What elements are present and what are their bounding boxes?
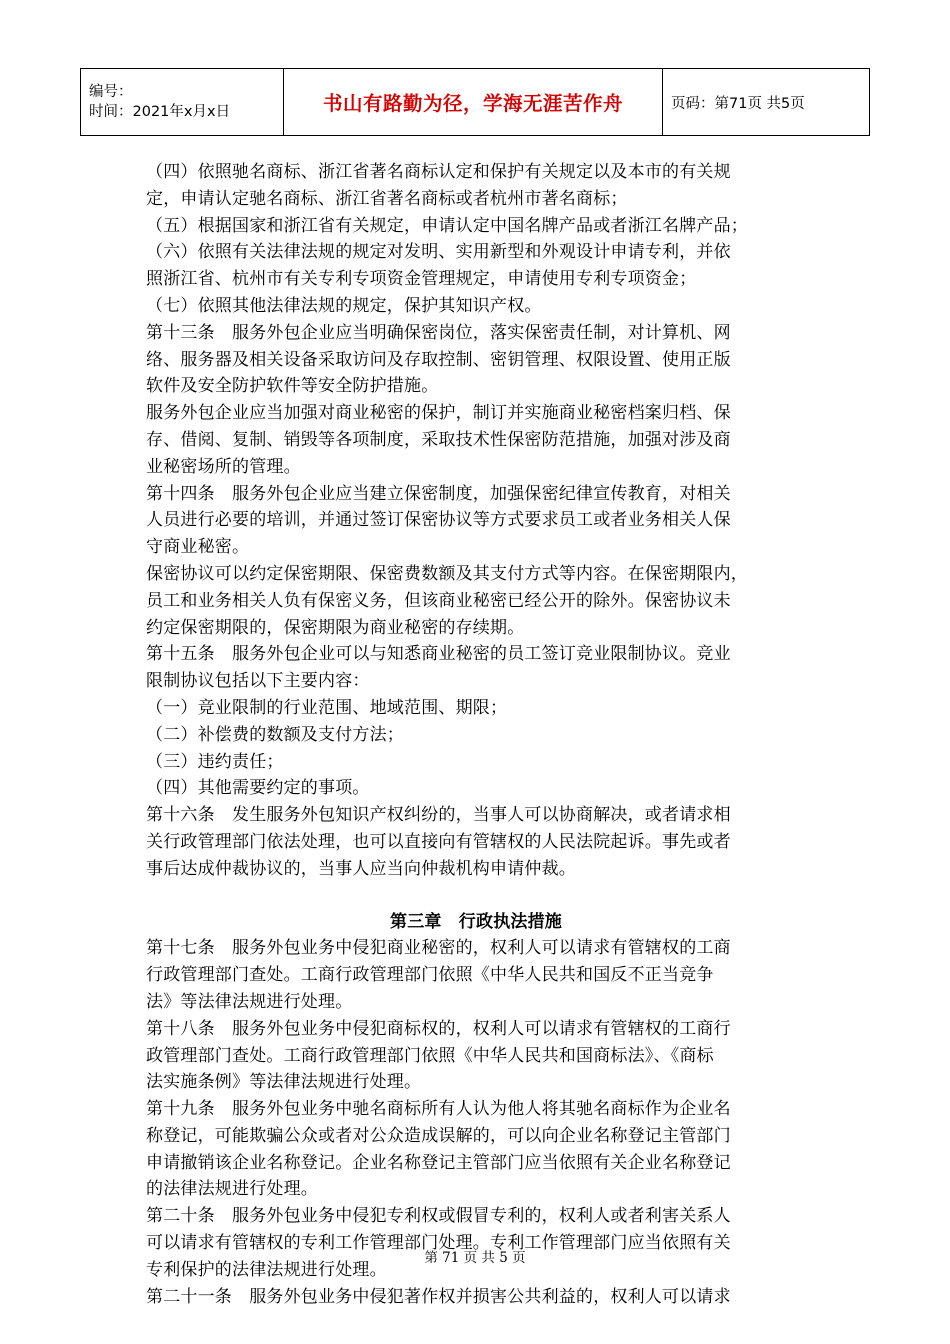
text-line: 人员进行必要的培训，并通过签订保密协议等方式要求员工或者业务相关人保 [146,510,731,531]
text-line: （一）竞业限制的行业范围、地域范围、期限； [146,697,508,718]
document-date-label: 时间：2021年x月x日 [89,104,231,120]
text-line: 可以请求有管辖权的专利工作管理部门处理。专利工作管理部门应当依照有关 [146,1233,731,1254]
text-line: 第十九条 服务外包业务中驰名商标所有人认为他人将其驰名商标作为企业名 [146,1099,731,1120]
text-line: （七）依照其他法律法规的规定，保护其知识产权。 [146,295,542,316]
text-line: 定，申请认定驰名商标、浙江省著名商标或者杭州市著名商标； [146,188,628,209]
page-footer: 第 71 页 共 5 页 [424,1250,526,1266]
text-line: （二）补偿费的数额及支付方法； [146,724,404,745]
header-motto: 书山有路勤为径，学海无涯苦作舟 [284,69,663,136]
text-line: 申请撤销该企业名称登记。企业名称登记主管部门应当依照有关企业名称登记 [146,1152,731,1173]
text-line: 软件及安全防护软件等安全防护措施。 [146,376,439,397]
text-line: （五）根据国家和浙江省有关规定，申请认定中国名牌产品或者浙江名牌产品； [146,215,748,236]
text-line: 第二十条 服务外包业务中侵犯专利权或假冒专利的，权利人或者利害关系人 [146,1206,731,1227]
text-line: 称登记，可能欺骗公众或者对公众造成误解的，可以向企业名称登记主管部门 [146,1125,731,1146]
chapter-title: 第三章 行政执法措施 [390,911,562,932]
text-line: 照浙江省、杭州市有关专利专项资金管理规定，申请使用专利专项资金； [146,269,697,290]
text-line: （三）违约责任； [146,751,284,772]
text-line: 关行政管理部门依法处理，也可以直接向有管辖权的人民法院起诉。事先或者 [146,831,731,852]
page-header [80,68,870,136]
text-line: 的法律法规进行处理。 [146,1179,318,1200]
text-line: 第二十一条 服务外包业务中侵犯著作权并损害公共利益的，权利人可以请求 [146,1286,731,1307]
text-line: 第十三条 服务外包企业应当明确保密岗位，落实保密责任制，对计算机、网 [146,322,731,343]
text-line: 第十五条 服务外包企业可以与知悉商业秘密的员工签订竞业限制协议。竞业 [146,644,731,665]
text-line: 法实施条例》等法律法规进行处理。 [146,1072,422,1093]
text-line: 络、服务器及相关设备采取访问及存取控制、密钥管理、权限设置、使用正版 [146,349,731,370]
text-line: 业秘密场所的管理。 [146,456,301,477]
text-line: 限制协议包括以下主要内容： [146,671,370,692]
text-line: 第十六条 发生服务外包知识产权纠纷的，当事人可以协商解决，或者请求相 [146,805,731,826]
text-line: 保密协议可以约定保密期限、保密费数额及其支付方式等内容。在保密期限内， [146,563,748,584]
text-line: 行政管理部门查处。工商行政管理部门依照《中华人民共和国反不正当竞争 [146,965,714,986]
header-meta [81,69,284,136]
text-line: 约定保密期限的，保密期限为商业秘密的存续期。 [146,617,525,638]
text-line: 第十七条 服务外包业务中侵犯商业秘密的，权利人可以请求有管辖权的工商 [146,938,731,959]
text-line: 事后达成仲裁协议的，当事人应当向仲裁机构申请仲裁。 [146,858,576,879]
text-line: （四）其他需要约定的事项。 [146,778,370,799]
text-line: 存、借阅、复制、销毁等各项制度，采取技术性保密防范措施，加强对涉及商 [146,429,731,450]
body-lines [146,159,806,883]
text-line: （六）依照有关法律法规的规定对发明、实用新型和外观设计申请专利，并依 [146,242,731,263]
document-number-label: 编号： [89,84,133,100]
text-line: （四）依照驰名商标、浙江省著名商标认定和保护有关规定以及本市的有关规 [146,162,731,182]
text-line: 法》等法律法规进行处理。 [146,991,353,1012]
text-line: 守商业秘密。 [146,537,250,558]
text-line: 第十四条 服务外包企业应当建立保密制度，加强保密纪律宣传教育，对相关 [146,483,731,504]
text-line: 第十八条 服务外包业务中侵犯商标权的，权利人可以请求有管辖权的工商行 [146,1018,731,1039]
text-line: 员工和业务相关人负有保密义务，但该商业秘密已经公开的除外。保密协议未 [146,590,731,611]
document-body [146,159,806,1310]
text-line: 专利保护的法律法规进行处理。 [146,1259,387,1280]
text-line: 政管理部门查处。工商行政管理部门依照《中华人民共和国商标法》、《商标 [146,1045,714,1066]
header-page-label: 页码：第71页 共5页 [663,69,870,136]
text-line: 服务外包企业应当加强对商业秘密的保护，制订并实施商业秘密档案归档、保 [146,403,731,424]
